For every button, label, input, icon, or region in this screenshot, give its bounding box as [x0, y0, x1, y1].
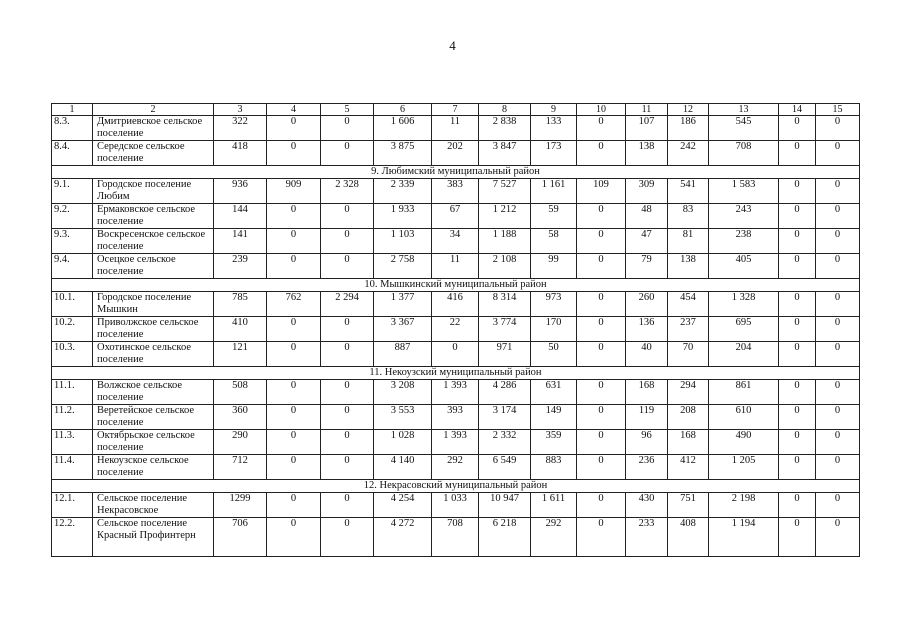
table-cell: 0 [816, 141, 860, 166]
table-cell: 0 [779, 179, 816, 204]
table-cell: 260 [626, 292, 668, 317]
table-cell: 0 [267, 455, 321, 480]
table-row [52, 204, 860, 229]
table-cell: 0 [321, 405, 374, 430]
table-row [52, 179, 860, 204]
table-cell: 712 [214, 455, 267, 480]
table-cell: 292 [432, 455, 479, 480]
table-cell: 1 188 [479, 229, 531, 254]
settlement-name: Сельское поселение Красный Профинтерн [93, 518, 214, 557]
table-cell: 0 [779, 317, 816, 342]
table-cell: 0 [321, 254, 374, 279]
table-cell: 0 [267, 229, 321, 254]
table-cell: 0 [816, 342, 860, 367]
table-cell: 1 194 [709, 518, 779, 557]
table-cell: 2 339 [374, 179, 432, 204]
table-cell: 0 [816, 116, 860, 141]
table-cell: 359 [531, 430, 577, 455]
table-cell: 0 [779, 430, 816, 455]
table-cell: 4 272 [374, 518, 432, 557]
table-cell: 1 205 [709, 455, 779, 480]
section-title: 12. Некрасовский муниципальный район [52, 480, 860, 493]
table-cell: 0 [267, 317, 321, 342]
row-number: 8.3. [52, 116, 93, 141]
table-cell: 0 [779, 380, 816, 405]
settlement-name: Некоузское сельское поселение [93, 455, 214, 480]
table-cell: 83 [668, 204, 709, 229]
table-cell: 0 [321, 518, 374, 557]
table-cell: 762 [267, 292, 321, 317]
table-cell: 0 [779, 292, 816, 317]
table-cell: 0 [779, 229, 816, 254]
table-cell: 0 [577, 317, 626, 342]
table-cell: 1 103 [374, 229, 432, 254]
table-cell: 22 [432, 317, 479, 342]
table-cell: 133 [531, 116, 577, 141]
table-cell: 239 [214, 254, 267, 279]
settlement-name: Приволжское сельское поселение [93, 317, 214, 342]
settlement-name: Осецкое сельское поселение [93, 254, 214, 279]
table-cell: 0 [816, 518, 860, 557]
section-row [52, 480, 860, 493]
table-cell: 96 [626, 430, 668, 455]
table-row [52, 493, 860, 518]
table-cell: 67 [432, 204, 479, 229]
table-cell: 0 [321, 380, 374, 405]
table-row [52, 292, 860, 317]
settlement-name: Веретейское сельское поселение [93, 405, 214, 430]
table-cell: 243 [709, 204, 779, 229]
table-cell: 233 [626, 518, 668, 557]
table-cell: 3 174 [479, 405, 531, 430]
table-cell: 0 [779, 493, 816, 518]
table-cell: 58 [531, 229, 577, 254]
table-cell: 1 161 [531, 179, 577, 204]
table-cell: 0 [267, 204, 321, 229]
table-cell: 0 [267, 342, 321, 367]
table-cell: 34 [432, 229, 479, 254]
column-header: 10 [577, 104, 626, 116]
row-number: 11.1. [52, 380, 93, 405]
table-cell: 0 [577, 204, 626, 229]
table-cell: 0 [779, 141, 816, 166]
table-cell: 973 [531, 292, 577, 317]
table-cell: 1 933 [374, 204, 432, 229]
table-cell: 909 [267, 179, 321, 204]
section-row [52, 279, 860, 292]
table-cell: 0 [321, 141, 374, 166]
table-cell: 861 [709, 380, 779, 405]
table-cell: 490 [709, 430, 779, 455]
table-row [52, 455, 860, 480]
table-cell: 238 [709, 229, 779, 254]
settlement-name: Охотинское сельское поселение [93, 342, 214, 367]
table-cell: 0 [267, 254, 321, 279]
table-cell: 204 [709, 342, 779, 367]
table-cell: 3 875 [374, 141, 432, 166]
table-cell: 0 [577, 292, 626, 317]
table-cell: 0 [816, 405, 860, 430]
table-row [52, 141, 860, 166]
table-cell: 0 [267, 405, 321, 430]
table-cell: 136 [626, 317, 668, 342]
table-cell: 0 [779, 518, 816, 557]
settlement-name: Ермаковское сельское поселение [93, 204, 214, 229]
table-cell: 0 [577, 405, 626, 430]
table-cell: 290 [214, 430, 267, 455]
settlement-name: Волжское сельское поселение [93, 380, 214, 405]
table-row [52, 518, 860, 557]
settlement-name: Сельское поселение Некрасовское [93, 493, 214, 518]
table-cell: 242 [668, 141, 709, 166]
table-cell: 1299 [214, 493, 267, 518]
table-cell: 4 140 [374, 455, 432, 480]
table-cell: 1 606 [374, 116, 432, 141]
table-cell: 418 [214, 141, 267, 166]
table-cell: 0 [321, 317, 374, 342]
table-cell: 0 [816, 179, 860, 204]
row-number: 9.3. [52, 229, 93, 254]
table-cell: 508 [214, 380, 267, 405]
table-cell: 0 [577, 141, 626, 166]
table-cell: 168 [668, 430, 709, 455]
table-cell: 2 328 [321, 179, 374, 204]
table-cell: 292 [531, 518, 577, 557]
table-cell: 236 [626, 455, 668, 480]
table-cell: 0 [816, 204, 860, 229]
table-cell: 186 [668, 116, 709, 141]
table-cell: 3 847 [479, 141, 531, 166]
column-header: 1 [52, 104, 93, 116]
table-cell: 1 393 [432, 430, 479, 455]
header-row [52, 104, 860, 116]
table-cell: 50 [531, 342, 577, 367]
table-cell: 0 [779, 342, 816, 367]
column-header: 5 [321, 104, 374, 116]
column-header: 6 [374, 104, 432, 116]
table-cell: 10 947 [479, 493, 531, 518]
table-cell: 11 [432, 254, 479, 279]
table-cell: 3 208 [374, 380, 432, 405]
settlement-name: Воскресенское сельское поселение [93, 229, 214, 254]
table-cell: 1 611 [531, 493, 577, 518]
settlement-name: Дмитриевское сельское поселение [93, 116, 214, 141]
section-row [52, 166, 860, 179]
table-cell: 0 [267, 518, 321, 557]
table-cell: 454 [668, 292, 709, 317]
table-cell: 47 [626, 229, 668, 254]
table-cell: 79 [626, 254, 668, 279]
table-cell: 1 393 [432, 380, 479, 405]
table-cell: 0 [577, 342, 626, 367]
table-cell: 141 [214, 229, 267, 254]
table-cell: 0 [816, 254, 860, 279]
table-cell: 631 [531, 380, 577, 405]
table-cell: 3 367 [374, 317, 432, 342]
table-cell: 0 [816, 455, 860, 480]
table-cell: 0 [321, 204, 374, 229]
table-cell: 6 549 [479, 455, 531, 480]
table-cell: 0 [267, 116, 321, 141]
table-cell: 294 [668, 380, 709, 405]
table-cell: 0 [816, 317, 860, 342]
table-cell: 0 [816, 430, 860, 455]
table-row [52, 380, 860, 405]
table-cell: 170 [531, 317, 577, 342]
table-cell: 0 [779, 405, 816, 430]
table-cell: 0 [779, 455, 816, 480]
table-cell: 0 [577, 254, 626, 279]
table-cell: 59 [531, 204, 577, 229]
table-cell: 0 [577, 455, 626, 480]
settlement-name: Городское поселение Любим [93, 179, 214, 204]
row-number: 9.1. [52, 179, 93, 204]
table-cell: 0 [577, 430, 626, 455]
table-cell: 99 [531, 254, 577, 279]
settlement-name: Городское поселение Мышкин [93, 292, 214, 317]
column-header: 13 [709, 104, 779, 116]
table-cell: 11 [432, 116, 479, 141]
table-cell: 149 [531, 405, 577, 430]
section-title: 10. Мышкинский муниципальный район [52, 279, 860, 292]
column-header: 12 [668, 104, 709, 116]
settlement-name: Середское сельское поселение [93, 141, 214, 166]
table-cell: 1 377 [374, 292, 432, 317]
table-cell: 0 [779, 254, 816, 279]
row-number: 10.3. [52, 342, 93, 367]
table-cell: 0 [321, 493, 374, 518]
table-cell: 0 [816, 493, 860, 518]
table-cell: 695 [709, 317, 779, 342]
table-cell: 309 [626, 179, 668, 204]
table-cell: 1 328 [709, 292, 779, 317]
table-cell: 2 108 [479, 254, 531, 279]
row-number: 11.3. [52, 430, 93, 455]
table-cell: 7 527 [479, 179, 531, 204]
table-cell: 936 [214, 179, 267, 204]
row-number: 10.1. [52, 292, 93, 317]
table-cell: 545 [709, 116, 779, 141]
table-cell: 0 [577, 116, 626, 141]
table-cell: 0 [321, 116, 374, 141]
table-cell: 168 [626, 380, 668, 405]
table-cell: 0 [267, 141, 321, 166]
table-cell: 0 [321, 342, 374, 367]
table-cell: 1 212 [479, 204, 531, 229]
table-cell: 2 332 [479, 430, 531, 455]
section-row [52, 367, 860, 380]
table-cell: 751 [668, 493, 709, 518]
table-cell: 237 [668, 317, 709, 342]
table-cell: 70 [668, 342, 709, 367]
column-header: 2 [93, 104, 214, 116]
column-header: 11 [626, 104, 668, 116]
table-cell: 48 [626, 204, 668, 229]
table-row [52, 116, 860, 141]
table-cell: 202 [432, 141, 479, 166]
table-cell: 0 [577, 380, 626, 405]
table-cell: 393 [432, 405, 479, 430]
table-cell: 107 [626, 116, 668, 141]
table-cell: 1 583 [709, 179, 779, 204]
table-cell: 0 [321, 229, 374, 254]
table-cell: 1 028 [374, 430, 432, 455]
table-cell: 610 [709, 405, 779, 430]
row-number: 8.4. [52, 141, 93, 166]
table-cell: 541 [668, 179, 709, 204]
table-cell: 138 [626, 141, 668, 166]
table-cell: 0 [321, 430, 374, 455]
table-cell: 121 [214, 342, 267, 367]
table-cell: 971 [479, 342, 531, 367]
table-cell: 0 [816, 292, 860, 317]
row-number: 10.2. [52, 317, 93, 342]
data-table [51, 103, 860, 557]
row-number: 12.1. [52, 493, 93, 518]
table-cell: 3 553 [374, 405, 432, 430]
table-cell: 0 [577, 518, 626, 557]
column-header: 8 [479, 104, 531, 116]
table-cell: 708 [709, 141, 779, 166]
table-cell: 0 [321, 455, 374, 480]
table-cell: 0 [267, 380, 321, 405]
section-title: 11. Некоузский муниципальный район [52, 367, 860, 380]
table-cell: 4 286 [479, 380, 531, 405]
table-cell: 109 [577, 179, 626, 204]
column-header: 9 [531, 104, 577, 116]
table-row [52, 317, 860, 342]
row-number: 9.4. [52, 254, 93, 279]
table-row [52, 229, 860, 254]
table-cell: 6 218 [479, 518, 531, 557]
table-cell: 0 [779, 116, 816, 141]
table-cell: 208 [668, 405, 709, 430]
column-header: 3 [214, 104, 267, 116]
table-cell: 4 254 [374, 493, 432, 518]
table-cell: 2 198 [709, 493, 779, 518]
column-header: 15 [816, 104, 860, 116]
table-cell: 81 [668, 229, 709, 254]
table-cell: 383 [432, 179, 479, 204]
row-number: 11.4. [52, 455, 93, 480]
table-cell: 138 [668, 254, 709, 279]
table-cell: 2 838 [479, 116, 531, 141]
table-cell: 2 294 [321, 292, 374, 317]
table-cell: 883 [531, 455, 577, 480]
table-cell: 412 [668, 455, 709, 480]
table-cell: 785 [214, 292, 267, 317]
table-row [52, 405, 860, 430]
row-number: 11.2. [52, 405, 93, 430]
section-title: 9. Любимский муниципальный район [52, 166, 860, 179]
table-cell: 405 [709, 254, 779, 279]
table-cell: 708 [432, 518, 479, 557]
table-cell: 887 [374, 342, 432, 367]
table-cell: 430 [626, 493, 668, 518]
table-cell: 0 [779, 204, 816, 229]
table-cell: 1 033 [432, 493, 479, 518]
column-header: 14 [779, 104, 816, 116]
page-number: 4 [449, 38, 456, 53]
table-cell: 410 [214, 317, 267, 342]
table-cell: 0 [267, 493, 321, 518]
table-cell: 40 [626, 342, 668, 367]
table-cell: 173 [531, 141, 577, 166]
table-cell: 144 [214, 204, 267, 229]
table-cell: 3 774 [479, 317, 531, 342]
column-header: 7 [432, 104, 479, 116]
row-number: 12.2. [52, 518, 93, 557]
table-cell: 0 [577, 229, 626, 254]
table-cell: 0 [267, 430, 321, 455]
table-cell: 2 758 [374, 254, 432, 279]
table-cell: 0 [816, 229, 860, 254]
table-cell: 706 [214, 518, 267, 557]
table-cell: 360 [214, 405, 267, 430]
table-cell: 0 [577, 493, 626, 518]
table-cell: 8 314 [479, 292, 531, 317]
table-cell: 0 [816, 380, 860, 405]
column-header: 4 [267, 104, 321, 116]
table-cell: 0 [432, 342, 479, 367]
table-row [52, 254, 860, 279]
table-cell: 408 [668, 518, 709, 557]
table-cell: 119 [626, 405, 668, 430]
settlement-name: Октябрьское сельское поселение [93, 430, 214, 455]
table-row [52, 342, 860, 367]
table-row [52, 430, 860, 455]
table-cell: 322 [214, 116, 267, 141]
row-number: 9.2. [52, 204, 93, 229]
table-cell: 416 [432, 292, 479, 317]
